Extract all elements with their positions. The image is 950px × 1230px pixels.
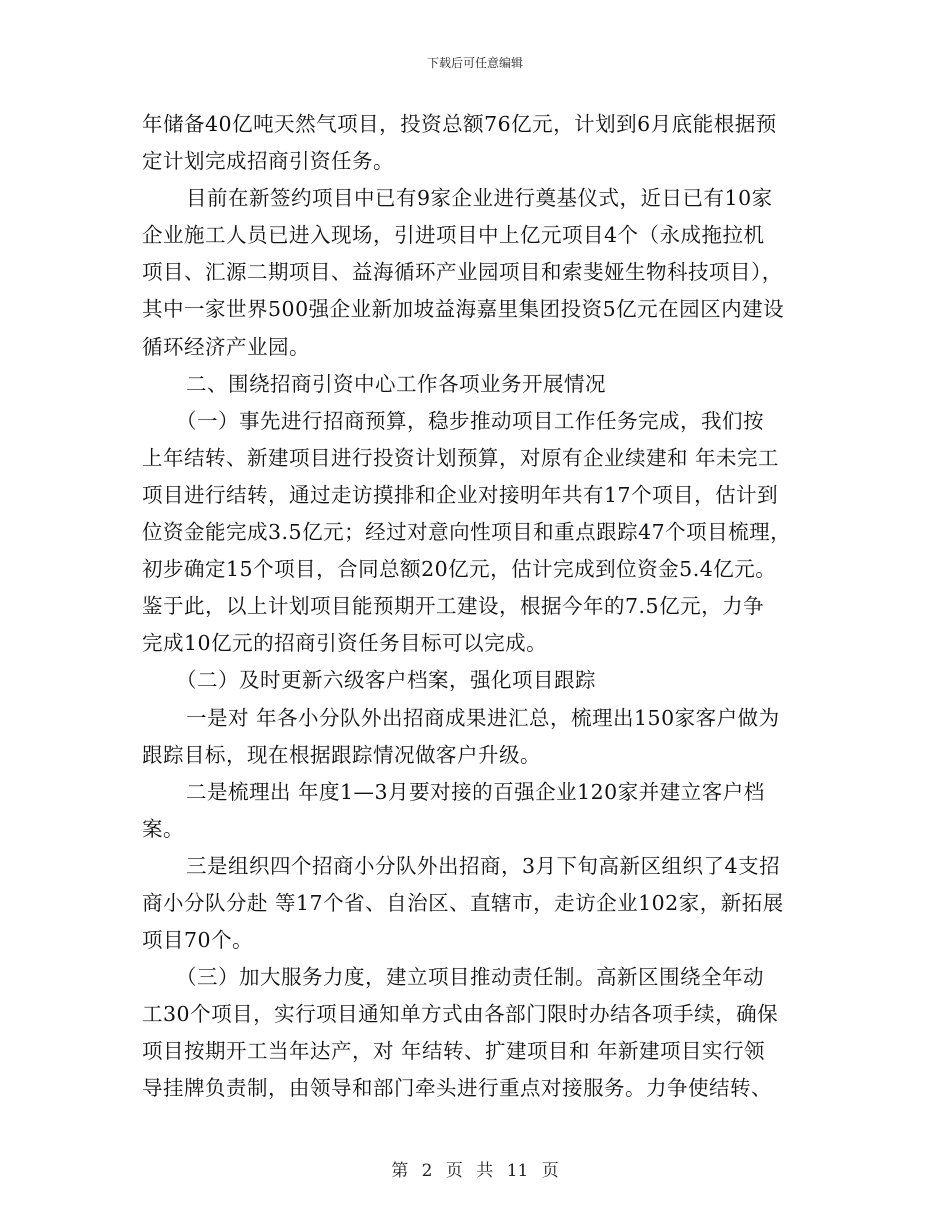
subsection-heading: （三）加大服务力度，建立项目推动责任制。高新区围绕全年动 xyxy=(176,965,764,990)
page-footer: 第 2 页 共 11 页 xyxy=(391,1161,559,1181)
text-line: 循环经济产业园。 xyxy=(142,334,310,359)
text-line: 项目、汇源二期项目、益海循环产业园项目和索斐娅生物科技项目）， xyxy=(142,260,783,285)
text-line: 项目进行结转，通过走访摸排和企业对接明年共有17个项目，估计到 xyxy=(142,482,779,507)
text-line: 项目按期开工当年达产，对 年结转、扩建项目和 年新建项目实行领 xyxy=(142,1039,766,1064)
paragraph-start: 一是对 年各小分队外出招商成果进汇总，梳理出150家客户做为 xyxy=(186,705,780,730)
text-line: 年储备40亿吨天然气项目，投资总额76亿元，计划到6月底能根据预 xyxy=(142,112,777,136)
page-header: 下载后可任意编辑 xyxy=(426,56,523,70)
body-text xyxy=(142,106,810,1108)
text-line: 初步确定15个项目，合同总额20亿元，估计完成到位资金5.4亿元。 xyxy=(142,557,777,582)
paragraph-start: 二是梳理出 年度1—3月要对接的百强企业120家并建立客户档 xyxy=(186,779,765,804)
paragraph-start: 三是组织四个招商小分队外出招商，3月下旬高新区组织了4支招 xyxy=(186,853,781,878)
subsection-heading: （二）及时更新六级客户档案，强化项目跟踪 xyxy=(176,668,596,693)
text-line: 导挂牌负责制，由领导和部门牵头进行重点对接服务。力争使结转、 xyxy=(142,1076,772,1101)
text-line: 跟踪目标，现在根据跟踪情况做客户升级。 xyxy=(142,742,541,767)
text-line: 位资金能完成3.5亿元；经过对意向性项目和重点跟踪47个项目梳理， xyxy=(142,520,792,545)
section-heading: 二、围绕招商引资中心工作各项业务开展情况 xyxy=(186,371,606,396)
text-line: 项目70个。 xyxy=(142,928,254,953)
text-line: 上年结转、新建项目进行投资计划预算，对原有企业续建和 年未完工 xyxy=(142,445,780,470)
text-line: 案。 xyxy=(142,816,184,841)
paragraph-start: 目前在新签约项目中已有9家企业进行奠基仪式，近日已有10家 xyxy=(186,186,773,211)
text-line: 鉴于此，以上计划项目能预期开工建设，根据今年的7.5亿元，力争 xyxy=(142,594,765,619)
subsection-heading: （一）事先进行招商预算，稳步推动项目工作任务完成，我们按 xyxy=(176,408,764,433)
text-line: 完成10亿元的招商引资任务目标可以完成。 xyxy=(142,631,548,656)
text-line: 企业施工人员已进入现场，引进项目中上亿元项目4个（永成拖拉机 xyxy=(142,223,765,248)
text-line: 其中一家世界500强企业新加坡益海嘉里集团投资5亿元在园区内建设 xyxy=(142,297,785,322)
text-line: 商小分队分赴 等17个省、自治区、直辖市，走访企业102家，新拓展 xyxy=(142,890,784,915)
text-line: 定计划完成招商引资任务。 xyxy=(142,149,394,174)
text-line: 工30个项目，实行项目通知单方式由各部门限时办结各项手续，确保 xyxy=(142,1002,779,1027)
